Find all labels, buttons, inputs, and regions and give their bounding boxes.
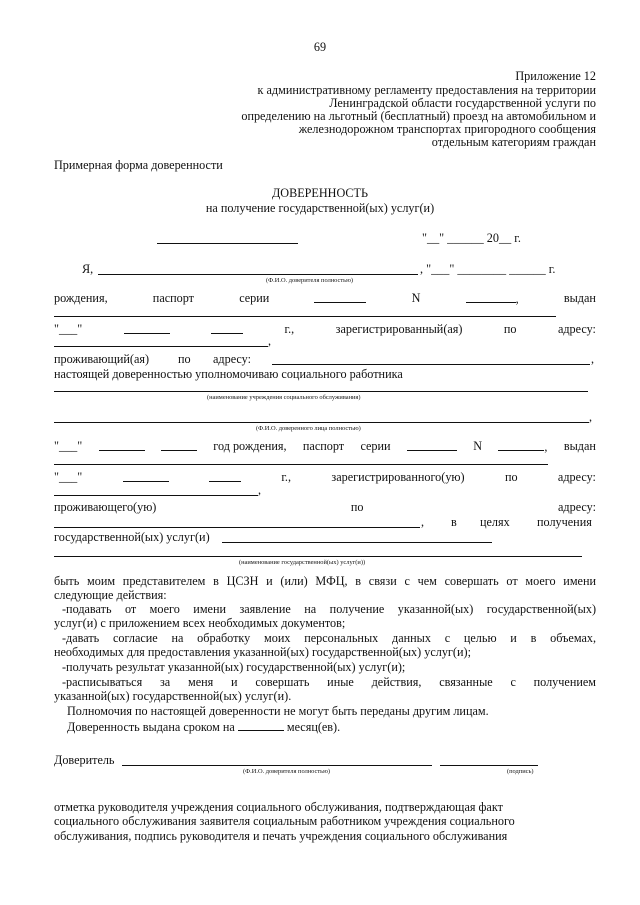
issued-label: выдан [563, 291, 596, 305]
po-label: по [178, 352, 191, 366]
authorize-text: настоящей доверенностью уполномочиваю социального работника [54, 367, 403, 381]
issuer-field[interactable] [54, 316, 556, 317]
trustee-living-address-field[interactable] [54, 527, 420, 528]
caption-services: (наименование государственной(ых) услуг(и)) [239, 559, 366, 566]
trustee-issuer-field[interactable] [54, 464, 548, 465]
document-title: ДОВЕРЕННОСТЬ [271, 186, 369, 200]
passport-label: паспорт [152, 291, 195, 305]
footer-line: социального обслуживания заявителя социальным работником учреждения социального [54, 814, 515, 828]
trustee-birth-month-field[interactable] [99, 439, 145, 451]
services-label: государственной(ых) услуг(и) [54, 530, 210, 544]
services-field-1[interactable] [222, 542, 492, 543]
passport-number-field[interactable] [466, 291, 516, 303]
body-line: услуг(и) с приложением всех необходимых документов; [54, 616, 346, 630]
registration-address-field[interactable] [54, 346, 268, 347]
passport-row [54, 291, 596, 306]
date-field[interactable]: "__" ______ 20__ г. [422, 231, 521, 245]
trustee-passport-number-field[interactable] [498, 439, 544, 451]
number-label: N [473, 439, 483, 453]
year-label: г., [284, 322, 295, 336]
caption-principal-signature-fio: (Ф.И.О. доверителя полностью) [243, 768, 330, 775]
living-label: проживающего(ую) [54, 500, 157, 514]
birth-year-label: год рождения, [213, 439, 287, 453]
registered-label: зарегистрированный(ая) [335, 322, 463, 336]
po-label: по [504, 470, 518, 484]
term-months-field[interactable] [238, 719, 284, 731]
trustee-issue-year-field[interactable] [209, 470, 241, 482]
registration-row [54, 322, 596, 336]
principal-birthdate-field[interactable]: , "___" ________ ______ г. [420, 262, 556, 276]
issue-year-field[interactable] [211, 322, 243, 334]
document-subtitle: на получение государственной(ых) услуг(и) [205, 201, 435, 215]
body-line: быть моим представителем в ЦСЗН и (или) МФЦ, в связи с чем совершать от моего имени [54, 574, 596, 588]
institution-field[interactable] [54, 391, 588, 392]
caption-institution: (наименование учреждения социального обслуживания) [207, 394, 361, 401]
address-label: адресу: [557, 470, 596, 484]
comma: , [258, 483, 262, 497]
appendix-line: железнодорожном транспортах пригородного сообщения [298, 122, 596, 136]
caption-principal-fio: (Ф.И.О. доверителя полностью) [266, 277, 353, 284]
registered-label: зарегистрированного(ую) [331, 470, 465, 484]
obtaining-label: получения [537, 515, 592, 529]
trustee-birth-year-field[interactable] [161, 439, 197, 451]
series-label: серии [239, 291, 270, 305]
purpose-label: целях [480, 515, 510, 529]
trustee-passport-series-field[interactable] [407, 439, 457, 451]
appendix-line: определению на льготный (бесплатный) проезд на автомобильном и [241, 109, 596, 123]
body-line: Полномочия по настоящей доверенности не могут быть переданы другим лицам. [67, 704, 489, 718]
trustee-registration-address-field[interactable] [54, 495, 258, 496]
caption-signature: (подпись) [507, 768, 534, 775]
appendix-line: Приложение 12 [515, 69, 596, 83]
term-pre: Доверенность выдана сроком на [67, 720, 235, 734]
number-label: N [411, 291, 421, 305]
comma: , [515, 292, 519, 306]
po-label: по [350, 500, 364, 514]
term-post: месяц(ев). [286, 720, 341, 734]
appendix-line: отдельным категориям граждан [431, 135, 596, 149]
year-label: г., [281, 470, 292, 484]
ya-label: Я, [82, 262, 94, 276]
appendix-line: Ленинградской области государственной услуги по [329, 96, 596, 110]
body-line: -подавать от моего имени заявление на получение указанной(ых) государственной(ых) [62, 602, 596, 616]
services-field-2[interactable] [54, 556, 582, 557]
comma: , [591, 352, 595, 366]
caption-trustee: (Ф.И.О. доверенного лица полностью) [256, 425, 361, 432]
body-line: следующие действия: [54, 588, 167, 602]
body-line: -давать согласие на обработку моих персональных данных с целью и в объемах, [62, 631, 596, 645]
trustee-birth-day-field[interactable]: "___" [54, 439, 83, 453]
address-label: адресу: [213, 352, 251, 366]
footer-line: обслуживания, подпись руководителя и печать учреждения социального обслуживания [54, 829, 508, 843]
trustee-living-row [54, 500, 596, 514]
body-line: необходимых для предоставления указанной(ых) государственной(ых) услуг(и); [54, 645, 471, 659]
series-label: серии [360, 439, 391, 453]
footer-line: отметка руководителя учреждения социального обслуживания, подтверждающая факт [54, 800, 503, 814]
form-name: Примерная форма доверенности [54, 158, 223, 172]
body-line: указанной(ых) государственной(ых) услуг(и). [54, 689, 292, 703]
v-label: в [451, 515, 457, 529]
body-line: -получать результат указанной(ых) государственной(ых) услуг(и); [62, 660, 406, 674]
po-label: по [503, 322, 517, 336]
passport-label: паспорт [302, 439, 345, 453]
address-label: адресу: [557, 500, 596, 514]
trustee-registration-row [54, 470, 596, 484]
birth-label: рождения, [54, 291, 108, 305]
principal-signature-field[interactable] [440, 765, 538, 766]
address-label: адресу: [557, 322, 596, 336]
passport-series-field[interactable] [314, 291, 366, 303]
trustee-name-field[interactable] [54, 422, 589, 423]
comma: , [544, 440, 548, 454]
trustee-passport-row [54, 439, 596, 454]
term-text [67, 719, 609, 734]
comma: , [421, 515, 425, 529]
appendix-line: к административному регламенту предоставления на территории [257, 83, 596, 97]
issue-day-field[interactable]: "___" [54, 322, 83, 336]
body-line: -расписываться за меня и совершать иные действия, связанные с получением [62, 675, 596, 689]
living-address-field[interactable] [272, 364, 590, 365]
principal-label: Доверитель [54, 753, 115, 767]
principal-signature-name-field[interactable] [122, 765, 432, 766]
trustee-issue-month-field[interactable] [123, 470, 169, 482]
comma: , [589, 410, 593, 424]
issue-month-field[interactable] [124, 322, 170, 334]
comma: , [268, 334, 272, 348]
place-field[interactable] [157, 243, 298, 244]
principal-name-field[interactable] [98, 274, 418, 275]
living-label: проживающий(ая) [54, 352, 150, 366]
trustee-issue-day-field[interactable]: "___" [54, 470, 83, 484]
issued-label: выдан [563, 439, 596, 453]
page-number: 69 [313, 40, 327, 54]
